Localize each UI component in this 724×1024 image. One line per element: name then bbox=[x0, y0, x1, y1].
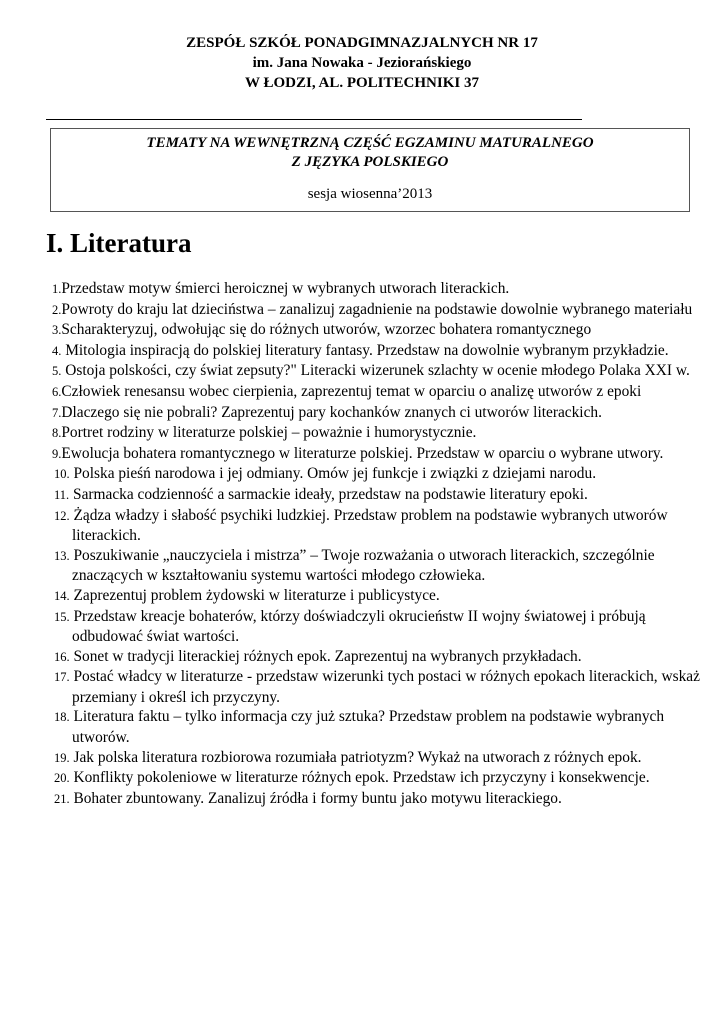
topic-text: Jak polska literatura rozbiorowa rozumiała patriotyzm? Wykaż na utworach z różnych epok. bbox=[69, 748, 642, 766]
topic-item bbox=[52, 789, 702, 810]
topic-number: 8. bbox=[52, 426, 62, 441]
school-header bbox=[0, 33, 724, 93]
topic-text: Postać władcy w literaturze - przedstaw wizerunki tych postaci w różnych epokach literackich, wskaż przemiany i określ ich przyczyny. bbox=[69, 668, 700, 706]
topic-number: 21. bbox=[54, 791, 70, 806]
topic-text: Bohater zbuntowany. Zanalizuj źródła i formy buntu jako motywu literackiego. bbox=[69, 789, 562, 807]
topic-text: Ostoja polskości, czy świat zepsuty?" Literacki wizerunek szlachty w ocenie młodego Polaka XXI w. bbox=[61, 362, 690, 380]
topic-text: Sonet w tradycji literackiej różnych epok. Zaprezentuj na wybranych przykładach. bbox=[69, 647, 582, 665]
topic-number: 2. bbox=[52, 302, 62, 317]
topic-text: Przedstaw motyw śmierci heroicznej w wybranych utworach literackich. bbox=[61, 280, 510, 297]
topic-item bbox=[52, 341, 702, 362]
topic-text: Polska pieśń narodowa i jej odmiany. Omów jej funkcje i związki z dziejami narodu. bbox=[69, 465, 597, 483]
topic-item bbox=[52, 607, 702, 647]
topic-text: Ewolucja bohatera romantycznego w literaturze polskiej. Przedstaw w oparciu o wybrane utwory. bbox=[61, 444, 664, 462]
section-title: I. Literatura bbox=[46, 228, 192, 258]
topic-item bbox=[52, 506, 702, 546]
topic-number: 1. bbox=[52, 282, 62, 296]
topic-text: Zaprezentuj problem żydowski w literaturze i publicystyce. bbox=[69, 586, 440, 604]
topic-number: 3. bbox=[52, 323, 62, 338]
exam-session: sesja wiosenna’2013 bbox=[307, 186, 433, 202]
topic-item bbox=[52, 382, 702, 403]
topic-text: Portret rodziny w literaturze polskiej – poważnie i humorystycznie. bbox=[61, 424, 477, 442]
topic-item bbox=[52, 546, 702, 586]
topic-number: 16. bbox=[54, 649, 70, 664]
topic-number: 20. bbox=[54, 771, 70, 786]
topic-item bbox=[52, 423, 702, 444]
school-patron: im. Jana Nowaka - Jeziorańskiego bbox=[252, 55, 472, 71]
topic-text: Dlaczego się nie pobrali? Zaprezentuj pary kochanków znanych ci utworów literackich. bbox=[61, 403, 602, 421]
topic-number: 10. bbox=[54, 467, 70, 482]
topic-number: 15. bbox=[54, 609, 70, 624]
topic-text: Mitologia inspiracją do polskiej literatury fantasy. Przedstaw na dowolnie wybranym przykładzie. bbox=[61, 341, 669, 359]
topic-item bbox=[52, 361, 702, 382]
school-address: W ŁODZI, AL. POLITECHNIKI 37 bbox=[245, 75, 479, 91]
topic-text: Powroty do kraju lat dzieciństwa – zanalizuj zagadnienie na podstawie dowolnie wybranego materiału bbox=[61, 300, 693, 318]
title-box bbox=[50, 128, 690, 212]
topic-number: 11. bbox=[54, 487, 70, 502]
topics-list bbox=[52, 279, 702, 809]
topic-number: 17. bbox=[54, 670, 70, 685]
topic-item bbox=[52, 748, 702, 769]
header-divider bbox=[46, 119, 582, 120]
topic-text: Żądza władzy i słabość psychiki ludzkiej. Przedstaw problem na podstawie wybranych utworów literackich. bbox=[69, 506, 668, 545]
topic-text: Poszukiwanie „nauczyciela i mistrza” – Twoje rozważania o utworach literackich, szczególnie znaczących w kształtowaniu systemu wartości młodego człowieka. bbox=[69, 546, 655, 585]
topic-number: 5. bbox=[52, 364, 62, 379]
topic-number: 6. bbox=[52, 384, 62, 399]
topic-text: Człowiek renesansu wobec cierpienia, zaprezentuj temat w oparciu o analizę utworów z epoki bbox=[61, 382, 642, 400]
topic-item bbox=[52, 768, 702, 789]
topic-number: 14. bbox=[54, 588, 70, 603]
topic-item bbox=[52, 320, 702, 341]
topic-number: 4. bbox=[52, 343, 62, 358]
topic-item bbox=[52, 300, 702, 321]
topic-item bbox=[52, 667, 702, 707]
topic-number: 18. bbox=[54, 710, 70, 725]
topic-item bbox=[52, 279, 702, 300]
topic-item bbox=[52, 647, 702, 668]
topic-text: Sarmacka codzienność a sarmackie ideały, przedstaw na podstawie literatury epoki. bbox=[69, 485, 588, 503]
topic-number: 19. bbox=[54, 750, 70, 765]
exam-title-line1: TEMATY NA WEWNĘTRZNĄ CZĘŚĆ EGZAMINU MATURALNEGO bbox=[146, 135, 594, 151]
topic-number: 9. bbox=[52, 446, 62, 461]
exam-title-line2: Z JĘZYKA POLSKIEGO bbox=[291, 154, 449, 170]
topic-item bbox=[52, 586, 702, 607]
topic-item bbox=[52, 403, 702, 424]
school-name: ZESPÓŁ SZKÓŁ PONADGIMNAZJALNYCH NR 17 bbox=[186, 35, 538, 51]
topic-number: 7. bbox=[52, 405, 62, 420]
topic-item bbox=[52, 444, 702, 465]
topic-number: 12. bbox=[54, 508, 70, 523]
topic-number: 13. bbox=[54, 548, 70, 563]
topic-text: Przedstaw kreacje bohaterów, którzy doświadczyli okrucieństw II wojny światowej i próbują odbudować świat wartości. bbox=[69, 607, 646, 646]
topic-text: Konflikty pokoleniowe w literaturze różnych epok. Przedstaw ich przyczyny i konsekwencje. bbox=[69, 769, 650, 787]
topic-item bbox=[52, 464, 702, 485]
topic-text: Scharakteryzuj, odwołując się do różnych utworów, wzorzec bohatera romantycznego bbox=[61, 321, 592, 339]
topic-item bbox=[52, 707, 702, 747]
topic-item bbox=[52, 485, 702, 506]
topic-text: Literatura faktu – tylko informacja czy już sztuka? Przedstaw problem na podstawie wybranych utworów. bbox=[69, 708, 665, 747]
